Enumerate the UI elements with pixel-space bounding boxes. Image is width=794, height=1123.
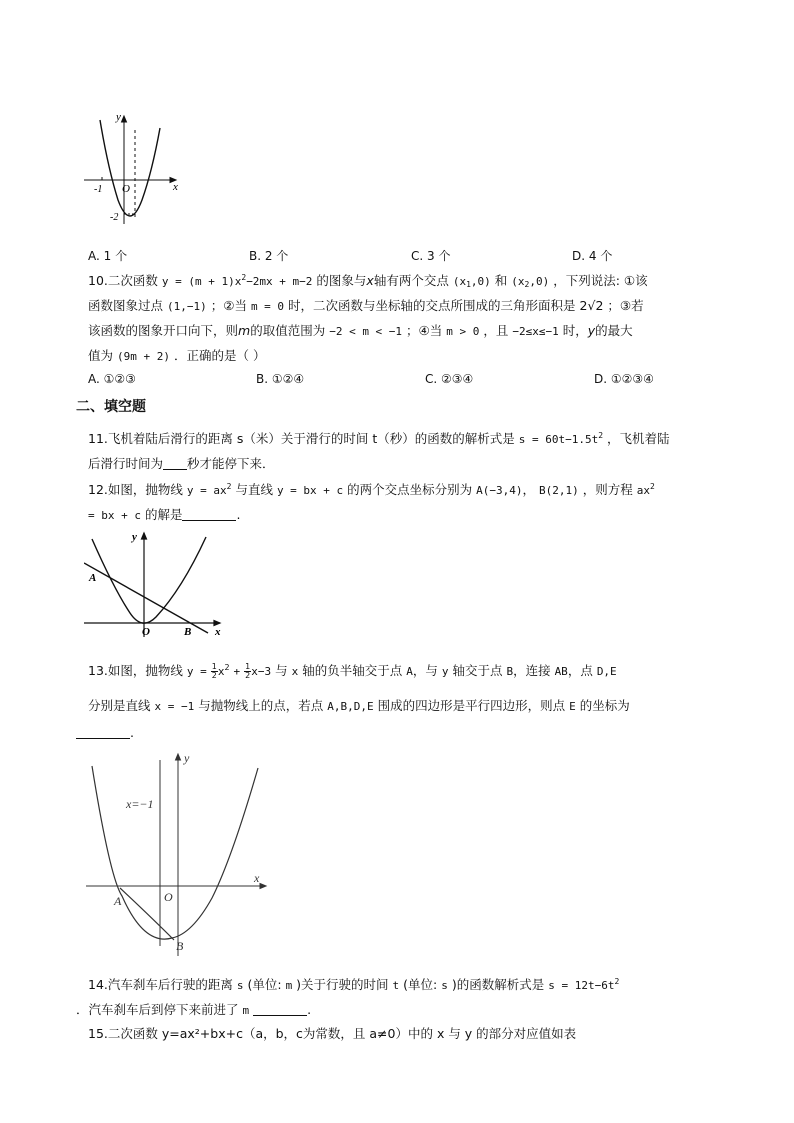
q13-frac-1: $\frac{1}{2}$ xyxy=(211,662,217,680)
q13-answer-blank[interactable] xyxy=(76,725,130,739)
q12-point-b-label: B xyxy=(184,626,192,638)
q13-line-3: . xyxy=(76,724,134,742)
q14-answer-blank[interactable] xyxy=(253,1002,307,1016)
q15-line-1: 15.二次函数 y=ax²+bx+c（a，b，c为常数，且 a≠0）中的 x 与 y 的部分对应值如表 xyxy=(88,1026,577,1041)
q11-answer-blank[interactable] xyxy=(163,456,187,470)
q9-option-c[interactable]: C. 3 个 xyxy=(411,249,451,263)
q10-option-d[interactable]: D. ①②③④ xyxy=(594,372,654,386)
q9-neg-two-label: -2 xyxy=(110,212,119,223)
q12-line-1: 12.如图，抛物线 $y = ax^2$ 与直线 y = bx + c 的两个交点坐标分别为 A(−3,4)， B(2,1) ，则方程 $ax^2$ xyxy=(88,482,655,497)
q13-x-label: x xyxy=(254,871,260,885)
q12-x-label: x xyxy=(215,626,221,638)
q9-x-label: x xyxy=(173,181,178,193)
q9-origin-label: O xyxy=(122,183,130,195)
q12-graph xyxy=(84,529,226,639)
q10-option-b[interactable]: B. ①②④ xyxy=(256,372,305,386)
q14-line-2: ．汽车刹车后到停下来前进了 m . xyxy=(76,1002,312,1017)
section-title: 二、填空题 xyxy=(76,399,146,415)
q10-line-4: 值为 (9m + 2) ．正确的是（ ） xyxy=(88,348,266,363)
q9-y-label: y xyxy=(116,111,121,123)
q11-line-1: 11.飞机着陆后滑行的距离 s（米）关于滑行的时间 t（秒）的函数的解析式是 $s = 60t-1.5t^2$ ，飞机着陆 xyxy=(88,431,670,446)
q9-option-b[interactable]: B. 2 个 xyxy=(249,249,289,263)
q9-option-d[interactable]: D. 4 个 xyxy=(572,249,613,263)
q13-frac-2: $\frac{1}{2}$ xyxy=(245,662,251,680)
q13-graph xyxy=(82,748,282,958)
q13-line-2: 分别是直线 x = −1 与抛物线上的点，若点 A,B,D,E 围成的四边形是平行四边形，则点 E 的坐标为 xyxy=(88,698,630,713)
q12-answer-blank[interactable] xyxy=(182,507,236,521)
q9-neg-one-label: -1 xyxy=(94,184,103,195)
q9-option-a[interactable]: A. 1 个 xyxy=(88,249,128,263)
q12-point-a-label: A xyxy=(89,572,97,584)
q10-line-1: 10.二次函数 $y = (m + 1)x^2-2mx + m-2$ 的图象与x轴有两个交点 $(x_1,0)$ 和 $(x_2,0)$ ，下列说法: ①该 xyxy=(88,273,648,289)
q14-line-1: 14.汽车刹车后行驶的距离 s (单位: m )关于行驶的时间 t (单位: s )的函数解析式是 $s = 12t-6t^2$ xyxy=(88,977,620,992)
q11-line-2: 后滑行时间为 秒才能停下来． xyxy=(88,456,275,471)
q10-option-c[interactable]: C. ②③④ xyxy=(425,372,474,386)
q12-origin-label: O xyxy=(142,626,150,638)
q10-line-2: 函数图象过点 (1,−1) ；②当 m = 0 时，二次函数与坐标轴的交点所围成的三角形面积是 2√2 ；③若 xyxy=(88,298,644,313)
q13-line-1: 13.如图，抛物线 y = $\frac{1}{2}$ $x^2$ + $\frac{1}{2}$ x−3 与 x 轴的负半轴交于点 A，与 y 轴交于点 B，连接 AB，点 D,E xyxy=(88,662,617,680)
q13-point-a-label: A xyxy=(114,894,122,908)
q10-line-3: 该函数的图象开口向下，则m的取值范围为 −2 < m < −1 ；④当 m > 0 ，且 −2≤x≤−1 时，y的最大 xyxy=(88,323,633,338)
q12-y-label: y xyxy=(132,531,137,543)
q13-y-label: y xyxy=(184,751,190,765)
q9-graph xyxy=(78,108,188,226)
q13-point-b-label: B xyxy=(176,939,184,953)
q13-origin-label: O xyxy=(164,890,173,904)
q13-line-label: x=−1 xyxy=(126,797,154,811)
q10-option-a[interactable]: A. ①②③ xyxy=(88,372,136,386)
q12-line-2: = bx + c 的解是 . xyxy=(88,507,241,522)
